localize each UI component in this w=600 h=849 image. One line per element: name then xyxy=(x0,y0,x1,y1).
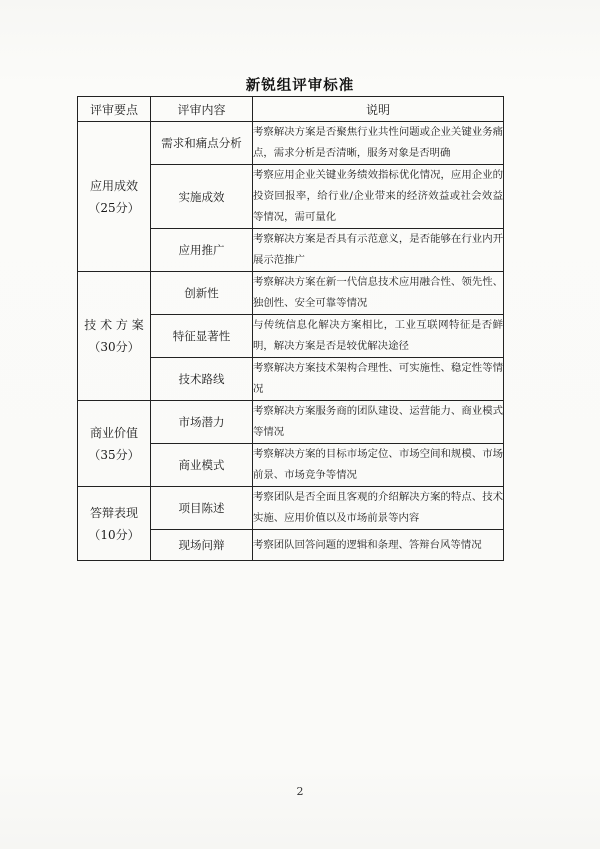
category-cell xyxy=(78,122,151,272)
category-name: 商业价值 xyxy=(89,425,138,440)
category-name: 技 术 方 案 xyxy=(84,318,144,332)
header-criteria: 评审要点 xyxy=(78,97,151,122)
table-header-row xyxy=(78,97,504,122)
table-row xyxy=(78,122,504,165)
description-cell: 考察解决方案是否聚焦行业共性问题或企业关键业务痛点，需求分析是否清晰，服务对象是否明确 xyxy=(253,122,504,165)
category-cell xyxy=(78,401,151,487)
category-cell xyxy=(78,487,151,561)
description-cell: 与传统信息化解决方案相比，工业互联网特征是否鲜明，解决方案是否是较优解决途径 xyxy=(253,315,504,358)
criteria-table xyxy=(77,96,504,561)
category-cell xyxy=(78,272,151,401)
category-score: （10分） xyxy=(88,527,140,542)
description-cell: 考察解决方案在新一代信息技术应用融合性、领先性、独创性、安全可靠等情况 xyxy=(253,272,504,315)
table-row xyxy=(78,487,504,530)
table-row xyxy=(78,401,504,444)
description-cell: 考察应用企业关键业务绩效指标优化情况，应用企业的投资回报率，给行业/企业带来的经济效益或社会效益等情况，需可量化 xyxy=(253,165,504,229)
category-score: （25分） xyxy=(88,200,140,215)
category-score: （35分） xyxy=(88,447,140,462)
header-description: 说明 xyxy=(253,97,504,122)
item-cell: 现场问辩 xyxy=(151,530,253,561)
description-cell: 考察解决方案技术架构合理性、可实施性、稳定性等情况 xyxy=(253,358,504,401)
description-cell: 考察团队回答问题的逻辑和条理、答辩台风等情况 xyxy=(253,530,504,561)
item-cell: 市场潜力 xyxy=(151,401,253,444)
header-content: 评审内容 xyxy=(151,97,253,122)
item-cell: 技术路线 xyxy=(151,358,253,401)
item-cell: 实施成效 xyxy=(151,165,253,229)
table-row xyxy=(78,272,504,315)
description-cell: 考察解决方案是否具有示范意义，是否能够在行业内开展示范推广 xyxy=(253,229,504,272)
item-cell: 特征显著性 xyxy=(151,315,253,358)
description-cell: 考察解决方案服务商的团队建设、运营能力、商业模式等情况 xyxy=(253,401,504,444)
category-name: 答辩表现 xyxy=(89,505,138,520)
item-cell: 需求和痛点分析 xyxy=(151,122,253,165)
category-score: （30分） xyxy=(88,340,140,354)
item-cell: 创新性 xyxy=(151,272,253,315)
description-cell: 考察团队是否全面且客观的介绍解决方案的特点、技术实施、应用价值以及市场前景等内容 xyxy=(253,487,504,530)
category-name: 应用成效 xyxy=(89,178,138,193)
item-cell: 应用推广 xyxy=(151,229,253,272)
description-cell: 考察解决方案的目标市场定位、市场空间和规模、市场前景、市场竞争等情况 xyxy=(253,444,504,487)
page-number: 2 xyxy=(296,785,304,798)
item-cell: 项目陈述 xyxy=(151,487,253,530)
page-title: 新锐组评审标准 xyxy=(245,77,355,94)
item-cell: 商业模式 xyxy=(151,444,253,487)
